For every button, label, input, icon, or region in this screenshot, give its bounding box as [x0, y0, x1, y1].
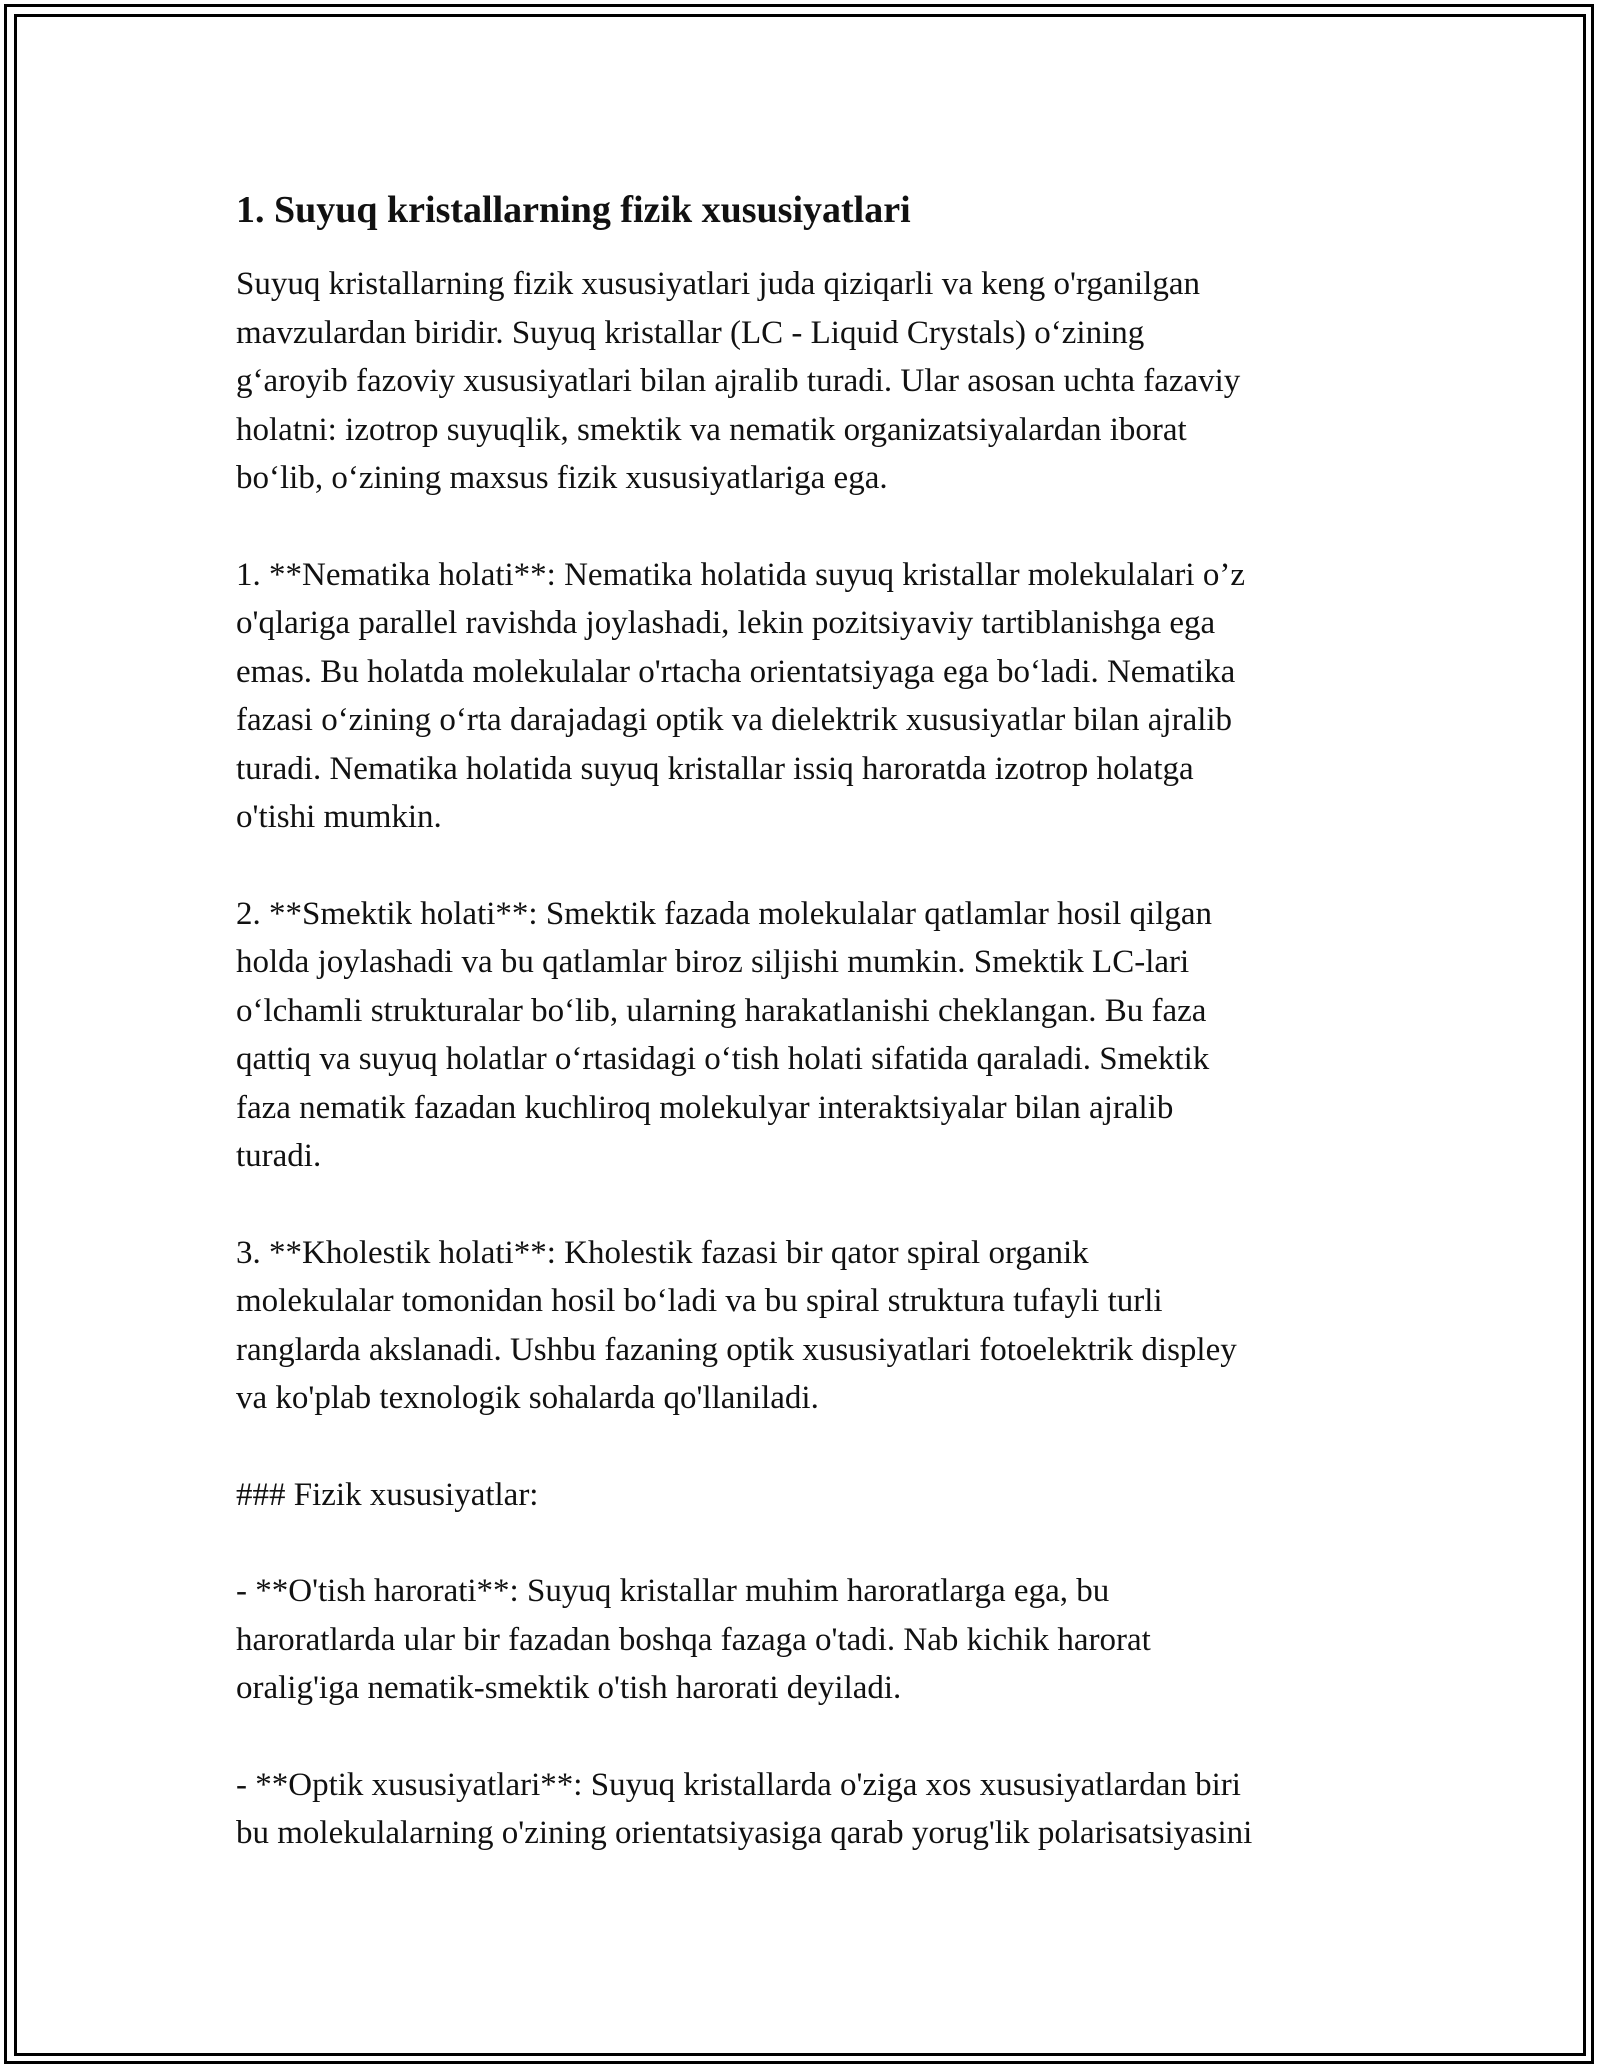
transition-temperature-paragraph: - **O'tish harorati**: Suyuq kristallar muhim haroratlarga ega, bu haroratlarda ular bir fazadan boshqa fazaga o'tadi. Nab kichik harorat oralig'iga nematik-smektik o'tish harorati deyiladi. — [236, 1573, 1151, 1706]
document-title: 1. Suyuq kristallarning fizik xususiyatlari — [236, 189, 911, 231]
optical-properties-paragraph: - **Optik xususiyatlari**: Suyuq kristallarda o'ziga xos xususiyatlardan biri bu molekulalarning o'zining orientatsiyasiga qarab yorug'lik polarisatsiyasini — [236, 1766, 1253, 1851]
smectic-paragraph: 2. **Smektik holati**: Smektik fazada molekulalar qatlamlar hosil qilgan holda joylashadi va bu qatlamlar biroz siljishi mumkin. Smektik LC-lari o‘lchamli strukturalar bo‘lib, ularning harakatlanishi cheklangan. Bu faza qattiq va suyuq holatlar o‘rtasidagi o‘tish holati sifatida qaraladi. Smektik faza nematik fazadan kuchliroq molekulyar interaktsiyalar bilan ajralib turadi. — [236, 895, 1213, 1174]
section-heading: ### Fizik xususiyatlar: — [236, 1476, 539, 1513]
intro-paragraph: Suyuq kristallarning fizik xususiyatlari juda qiziqarli va keng o'rganilgan mavzulardan biridir. Suyuq kristallar (LC - Liquid Crystals) o‘zining g‘aroyib fazoviy xususiyatlari bilan ajralib turadi. Ular asosan uchta fazaviy holatni: izotrop suyuqlik, smektik va nematik organizatsiyalardan iborat bo‘lib, o‘zining maxsus fizik xususiyatlariga ega. — [236, 266, 1241, 496]
cholesteric-paragraph: 3. **Kholestik holati**: Kholestik fazasi bir qator spiral organik molekulalar tomonidan hosil bo‘ladi va bu spiral struktura tufayli turli ranglarda akslanadi. Ushbu fazaning optik xususiyatlari fotoelektrik displey va ko'plab texnologik sohalarda qo'llaniladi. — [236, 1234, 1237, 1416]
nematic-paragraph: 1. **Nematika holati**: Nematika holatida suyuq kristallar molekulalari o’z o'qlariga parallel ravishda joylashadi, lekin pozitsiyaviy tartiblanishga ega emas. Bu holatda molekulalar o'rtacha orientatsiyaga ega bo‘ladi. Nematika fazasi o‘zining o‘rta darajadagi optik va dielektrik xususiyatlar bilan ajralib turadi. Nematika holatida suyuq kristallar issiq haroratda izotrop holatga o'tishi mumkin. — [236, 556, 1245, 835]
document-body — [236, 186, 1376, 1858]
